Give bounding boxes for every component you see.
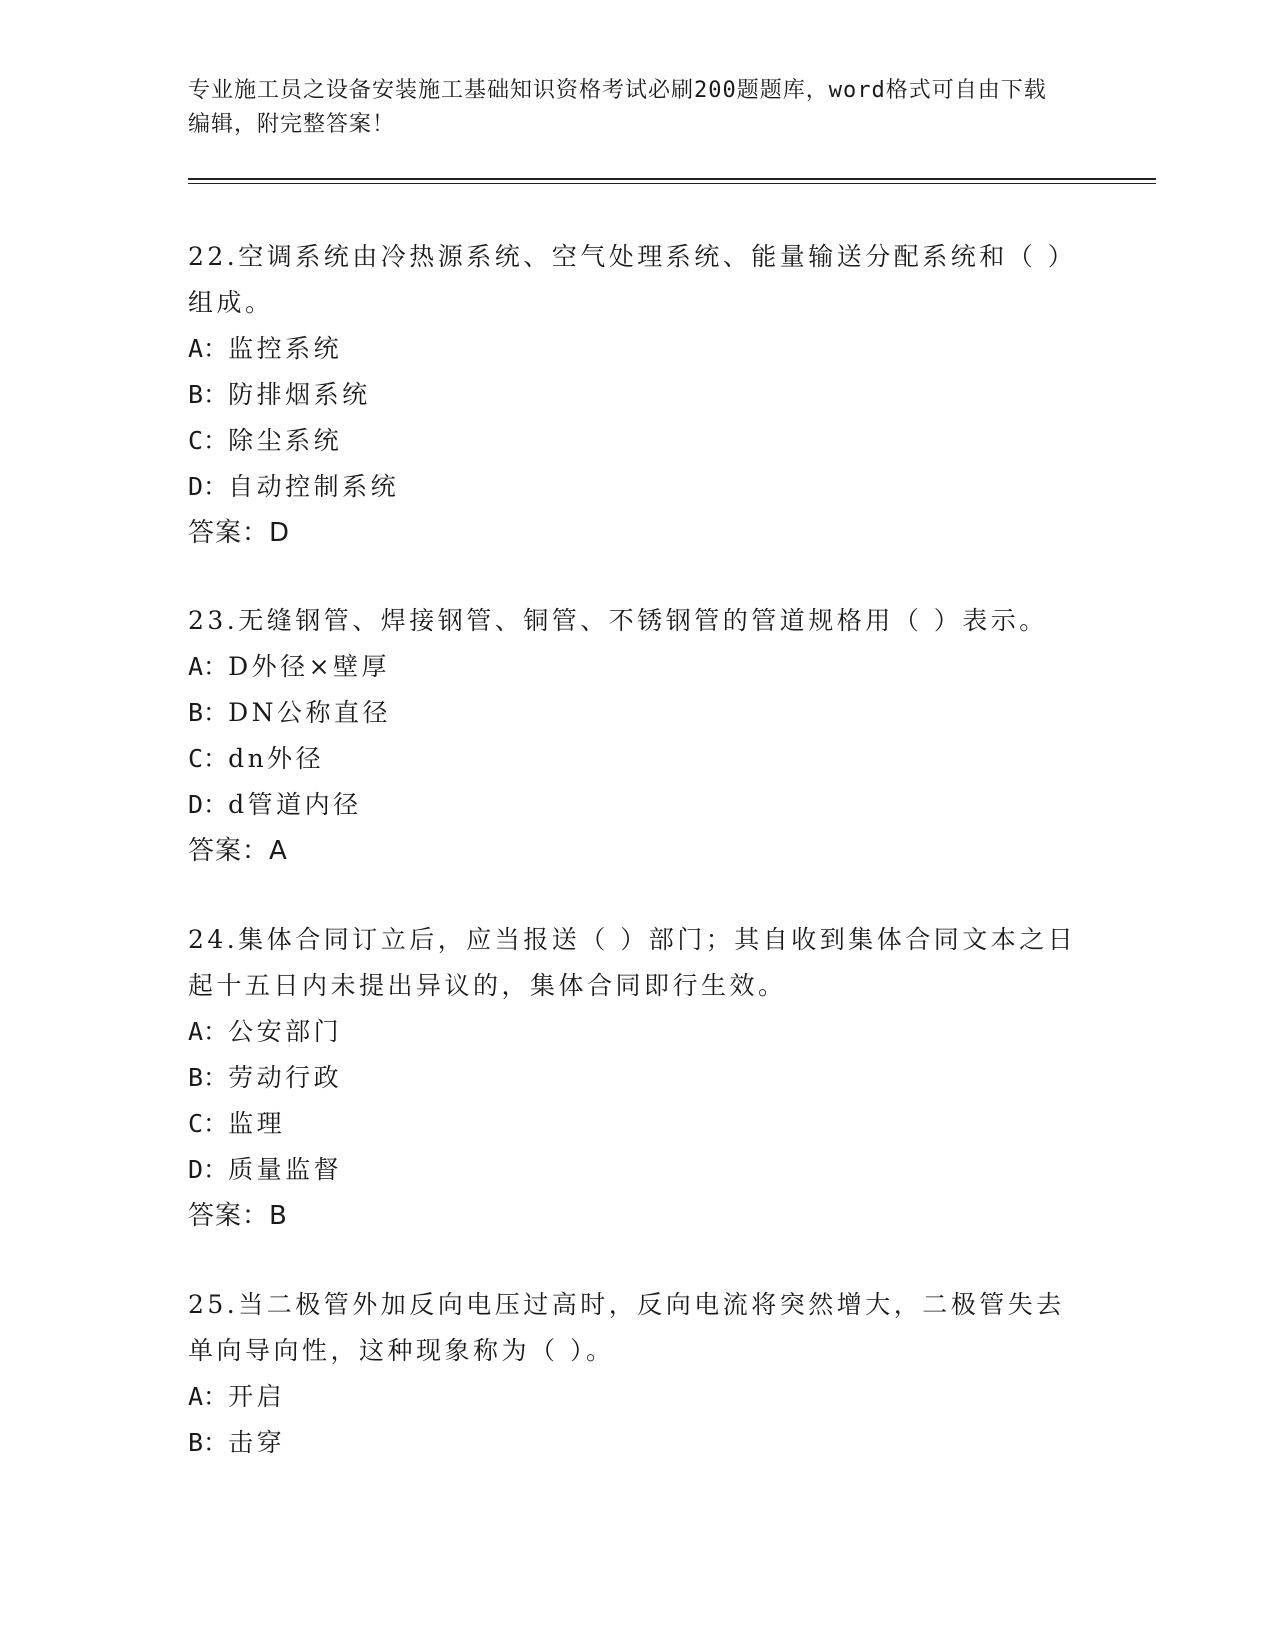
answer-line: 答案：B xyxy=(188,1201,288,1231)
option-text: 监理 xyxy=(228,1109,286,1138)
option-key: B： xyxy=(188,1063,229,1092)
option-d xyxy=(188,1147,1088,1193)
option-key: D： xyxy=(188,1155,229,1184)
option-c xyxy=(188,1101,1088,1147)
option-b xyxy=(188,1055,1088,1101)
option-key: B： xyxy=(188,698,229,727)
option-b xyxy=(188,372,1088,418)
option-text: 防排烟系统 xyxy=(228,380,371,409)
question-stem: 24.集体合同订立后，应当报送（ ）部门；其自收到集体合同文本之日起十五日内未提出异议的，集体合同即行生效。 xyxy=(188,925,1077,1000)
option-key: A： xyxy=(188,652,229,681)
question-22 xyxy=(188,234,1088,556)
header-divider-thin xyxy=(188,183,1156,184)
option-key: D： xyxy=(188,790,229,819)
answer-line: 答案：A xyxy=(188,836,288,866)
question-23 xyxy=(188,598,1088,874)
option-text: 除尘系统 xyxy=(228,426,343,455)
option-b xyxy=(188,690,1088,736)
option-text: D外径×壁厚 xyxy=(228,652,391,681)
option-key: C： xyxy=(188,744,229,773)
question-25 xyxy=(188,1282,1088,1466)
option-c xyxy=(188,736,1088,782)
option-key: D： xyxy=(188,472,229,501)
option-key: C： xyxy=(188,426,229,455)
header-divider xyxy=(188,178,1156,180)
option-text: 劳动行政 xyxy=(228,1063,343,1092)
option-a xyxy=(188,1009,1088,1055)
option-key: B： xyxy=(188,1428,229,1457)
option-key: B： xyxy=(188,380,229,409)
option-text: 自动控制系统 xyxy=(228,472,400,501)
option-key: A： xyxy=(188,334,229,363)
option-text: 监控系统 xyxy=(228,334,343,363)
option-text: 公安部门 xyxy=(228,1017,343,1046)
question-stem: 22.空调系统由冷热源系统、空气处理系统、能量输送分配系统和（ ）组成。 xyxy=(188,242,1077,317)
option-key: C： xyxy=(188,1109,229,1138)
option-text: 开启 xyxy=(228,1382,286,1411)
option-key: A： xyxy=(188,1382,229,1411)
option-text: d管道内径 xyxy=(228,790,362,819)
option-text: 质量监督 xyxy=(228,1155,343,1184)
answer-line: 答案：D xyxy=(188,518,291,548)
option-text: dn外径 xyxy=(228,744,325,773)
option-d xyxy=(188,782,1088,828)
option-a xyxy=(188,326,1088,372)
option-d xyxy=(188,464,1088,510)
option-key: A： xyxy=(188,1017,229,1046)
option-text: 击穿 xyxy=(228,1428,286,1457)
question-stem: 25.当二极管外加反向电压过高时，反向电流将突然增大，二极管失去单向导向性，这种现象称为（ ）。 xyxy=(188,1290,1065,1365)
question-stem: 23.无缝钢管、焊接钢管、铜管、不锈钢管的管道规格用（ ）表示。 xyxy=(188,606,1048,635)
option-text: DN公称直径 xyxy=(228,698,391,727)
option-b xyxy=(188,1420,1088,1466)
option-a xyxy=(188,644,1088,690)
option-a xyxy=(188,1374,1088,1420)
option-c xyxy=(188,418,1088,464)
document-header: 专业施工员之设备安装施工基础知识资格考试必刷200题题库，word格式可自由下载编辑，附完整答案！ xyxy=(188,78,1047,137)
question-24 xyxy=(188,917,1088,1239)
